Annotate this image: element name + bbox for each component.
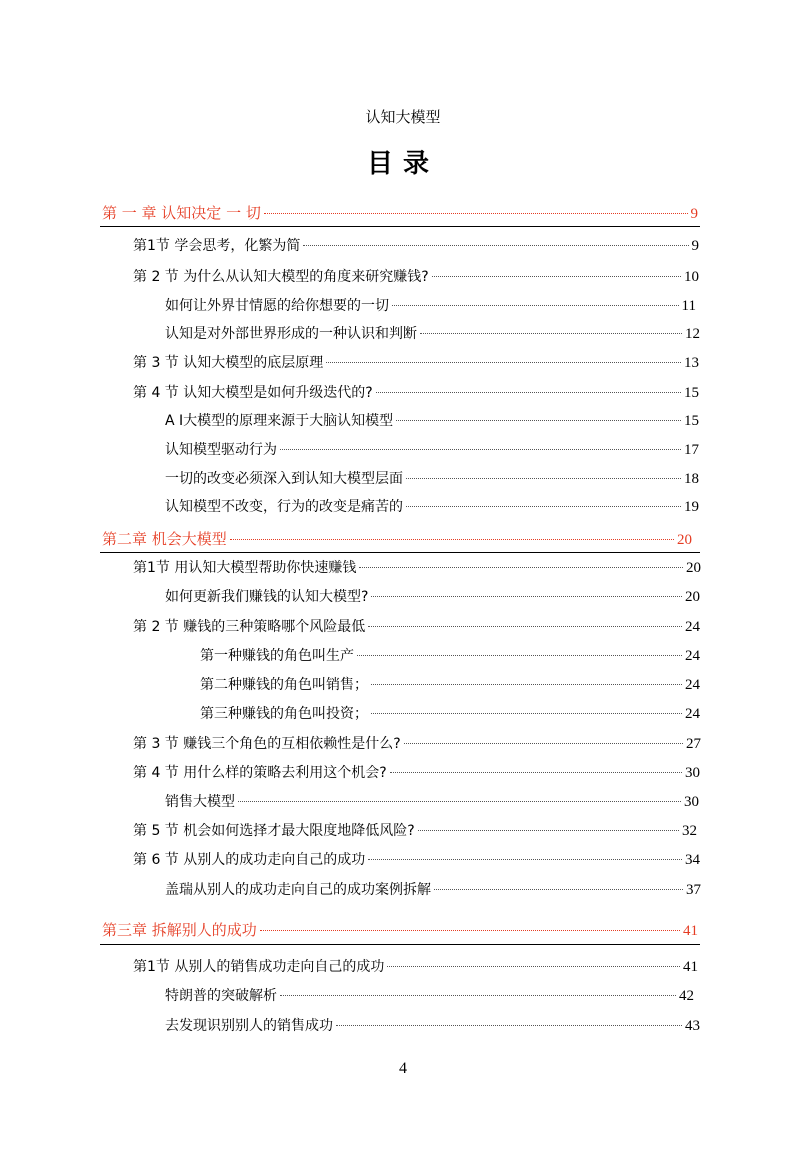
toc-chapter-2[interactable]	[102, 528, 692, 550]
toc-page: 24	[685, 706, 700, 722]
leader-dots	[434, 889, 683, 890]
toc-label: 第三种赚钱的角色叫投资；	[200, 706, 368, 722]
toc-label: 第1节 用认知大模型帮助你快速赚钱	[133, 560, 357, 576]
leader-dots	[264, 213, 688, 214]
toc-page: 18	[684, 471, 699, 487]
toc-label: 第1节 学会思考，化繁为简	[133, 238, 301, 254]
toc-page: 24	[685, 619, 700, 635]
toc-page: 41	[683, 959, 698, 975]
toc-entry[interactable]	[133, 733, 701, 755]
toc-entry[interactable]	[165, 985, 694, 1007]
toc-entry[interactable]	[165, 791, 699, 813]
toc-entry[interactable]	[133, 616, 700, 638]
toc-label: 第 4 节 认知大模型是如何升级迭代的?	[133, 385, 373, 401]
leader-dots	[406, 506, 681, 507]
leader-dots	[432, 276, 681, 277]
leader-dots	[368, 626, 682, 627]
leader-dots	[357, 655, 682, 656]
toc-label: 第二章 机会大模型	[102, 530, 227, 548]
toc-page: 15	[684, 413, 699, 429]
leader-dots	[418, 830, 679, 831]
toc-entry[interactable]	[165, 496, 699, 518]
toc-label: A I大模型的原理来源于大脑认知模型	[165, 413, 394, 429]
document-subtitle: 认知大模型	[365, 108, 441, 126]
toc-page: 32	[682, 823, 697, 839]
toc-entry[interactable]	[165, 586, 700, 608]
chapter-rule	[100, 552, 700, 553]
leader-dots	[371, 713, 682, 714]
toc-label: 认知模型不改变，行为的改变是痛苦的	[165, 499, 403, 515]
document-title: 目录	[366, 149, 439, 179]
toc-entry[interactable]	[165, 879, 701, 901]
toc-page: 9	[690, 206, 698, 222]
leader-dots	[230, 539, 674, 540]
leader-dots	[371, 596, 682, 597]
toc-label: 第 5 节 机会如何选择才最大限度地降低风险?	[133, 823, 415, 839]
toc-page: 17	[684, 442, 699, 458]
toc-label: 特朗普的突破解析	[165, 988, 277, 1004]
toc-label: 第一种赚钱的角色叫生产	[200, 648, 354, 664]
leader-dots	[326, 362, 681, 363]
toc-page: 27	[686, 736, 701, 752]
toc-entry[interactable]	[165, 323, 700, 345]
leader-dots	[260, 930, 680, 931]
toc-entry[interactable]	[200, 703, 700, 725]
toc-page: 10	[684, 269, 699, 285]
toc-entry[interactable]	[165, 1015, 700, 1037]
toc-entry[interactable]	[133, 820, 697, 842]
toc-label: 销售大模型	[165, 794, 235, 810]
toc-entry[interactable]	[165, 295, 696, 317]
toc-page: 24	[685, 648, 700, 664]
toc-page: 15	[684, 385, 699, 401]
toc-page: 37	[686, 882, 701, 898]
leader-dots	[376, 392, 681, 393]
toc-page: 24	[685, 677, 700, 693]
toc-chapter-1[interactable]	[102, 202, 698, 224]
toc-page: 12	[685, 326, 700, 342]
toc-page: 13	[684, 355, 699, 371]
toc-entry[interactable]	[200, 674, 700, 696]
chapter-rule	[100, 226, 700, 227]
leader-dots	[280, 995, 676, 996]
toc-label: 第1节 从别人的销售成功走向自己的成功	[133, 959, 385, 975]
toc-entry[interactable]	[133, 762, 700, 784]
leader-dots	[303, 245, 688, 246]
toc-entry[interactable]	[165, 439, 699, 461]
leader-dots	[280, 449, 681, 450]
leader-dots	[238, 801, 681, 802]
toc-entry[interactable]	[165, 410, 699, 432]
toc-label: 第 2 节 为什么从认知大模型的角度来研究赚钱?	[133, 269, 429, 285]
toc-page: 42	[679, 988, 694, 1004]
toc-page: 19	[684, 499, 699, 515]
toc-label: 盖瑞从别人的成功走向自己的成功案例拆解	[165, 882, 431, 898]
toc-label: 去发现识别别人的销售成功	[165, 1018, 333, 1034]
toc-label: 如何更新我们赚钱的认知大模型?	[165, 589, 369, 605]
toc-label: 第 3 节 赚钱三个角色的互相依赖性是什么?	[133, 736, 401, 752]
toc-entry[interactable]	[133, 557, 701, 579]
toc-page: 43	[685, 1018, 700, 1034]
leader-dots	[396, 420, 681, 421]
chapter-rule	[100, 944, 700, 945]
toc-page: 9	[691, 238, 699, 254]
toc-entry[interactable]	[165, 468, 699, 490]
toc-page: 30	[684, 794, 699, 810]
toc-label: 第 6 节 从别人的成功走向自己的成功	[133, 852, 366, 868]
toc-page: 11	[681, 298, 696, 314]
toc-entry[interactable]	[133, 352, 699, 374]
toc-label: 第 4 节 用什么样的策略去利用这个机会?	[133, 765, 387, 781]
toc-chapter-3[interactable]	[102, 919, 698, 941]
toc-entry[interactable]	[133, 849, 700, 871]
toc-label: 第三章 拆解别人的成功	[102, 921, 257, 939]
toc-entry[interactable]	[133, 235, 699, 257]
leader-dots	[387, 966, 680, 967]
leader-dots	[420, 333, 682, 334]
leader-dots	[371, 684, 682, 685]
toc-label: 第二种赚钱的角色叫销售；	[200, 677, 368, 693]
leader-dots	[368, 859, 682, 860]
leader-dots	[390, 772, 682, 773]
toc-label: 如何让外界甘情愿的给你想要的一切	[165, 298, 389, 314]
toc-entry[interactable]	[200, 645, 700, 667]
toc-label: 一切的改变必须深入到认知大模型层面	[165, 471, 403, 487]
leader-dots	[359, 567, 683, 568]
toc-page: 20	[686, 560, 701, 576]
toc-label: 第 3 节 认知大模型的底层原理	[133, 355, 324, 371]
toc-label: 认知是对外部世界形成的一种认识和判断	[165, 326, 417, 342]
toc-entry[interactable]	[133, 382, 699, 404]
toc-page: 20	[677, 532, 692, 548]
leader-dots	[404, 743, 683, 744]
toc-entry[interactable]	[133, 956, 698, 978]
toc-label: 第 2 节 赚钱的三种策略哪个风险最低	[133, 619, 366, 635]
toc-page: 41	[683, 923, 698, 939]
toc-entry[interactable]	[133, 266, 699, 288]
toc-label: 认知模型驱动行为	[165, 442, 277, 458]
toc-page: 34	[685, 852, 700, 868]
leader-dots	[336, 1025, 682, 1026]
page-number: 4	[399, 1060, 407, 1077]
toc-page: 30	[685, 765, 700, 781]
leader-dots	[392, 305, 679, 306]
toc-label: 第 一 章 认知决定 一 切	[102, 204, 261, 222]
leader-dots	[406, 478, 681, 479]
toc-page: 20	[685, 589, 700, 605]
